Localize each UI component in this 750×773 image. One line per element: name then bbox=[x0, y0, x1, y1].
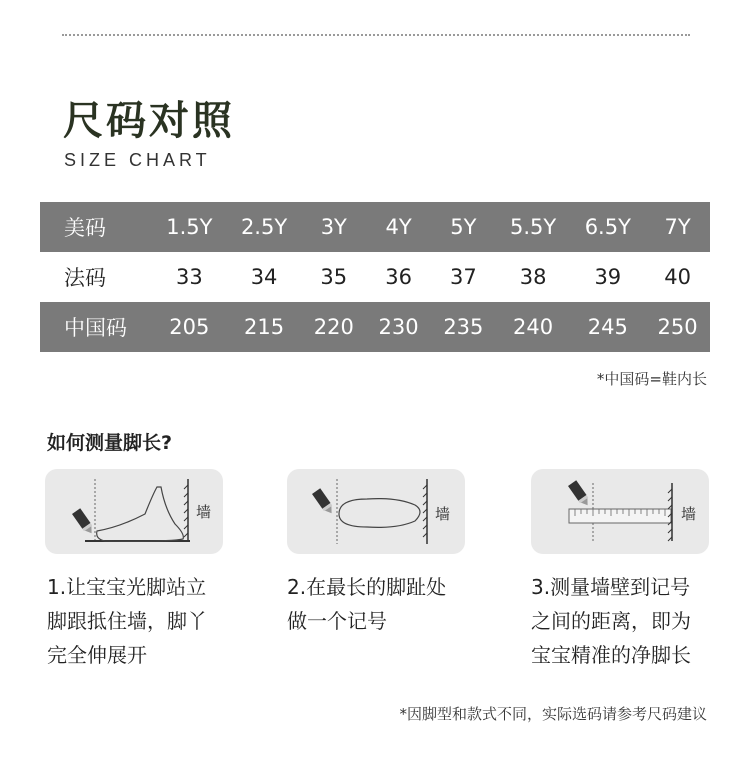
table-row-us bbox=[40, 202, 710, 252]
table-row-cn bbox=[40, 302, 710, 352]
step-line: 2.在最长的脚趾处 bbox=[287, 575, 447, 599]
step-3-text bbox=[531, 570, 731, 672]
table-cell: 220 bbox=[301, 302, 366, 352]
row-header: 中国码 bbox=[40, 302, 152, 352]
illustration-foot-against-wall bbox=[45, 469, 223, 554]
table-cell: 6.5Y bbox=[570, 202, 645, 252]
table-cell: 4Y bbox=[366, 202, 431, 252]
table-cell: 34 bbox=[227, 252, 302, 302]
table-cell: 1.5Y bbox=[152, 202, 227, 252]
pencil-icon bbox=[312, 488, 336, 516]
illustration-mark-toe bbox=[287, 469, 465, 554]
table-cell: 215 bbox=[227, 302, 302, 352]
table-cell: 250 bbox=[645, 302, 710, 352]
illustration-measure-ruler bbox=[531, 469, 709, 554]
wall-label: 墙 bbox=[196, 503, 212, 521]
howto-title: 如何测量脚长? bbox=[47, 432, 173, 454]
wall-label: 墙 bbox=[681, 505, 697, 523]
table-cell: 2.5Y bbox=[227, 202, 302, 252]
table-cell: 7Y bbox=[645, 202, 710, 252]
step-line: 3.测量墙壁到记号 bbox=[531, 575, 691, 599]
table-cell: 245 bbox=[570, 302, 645, 352]
table-cell: 240 bbox=[496, 302, 571, 352]
measure-ruler-illustration bbox=[531, 469, 709, 554]
table-cell: 5.5Y bbox=[496, 202, 571, 252]
step-line: 完全伸展开 bbox=[47, 643, 147, 667]
table-cell: 39 bbox=[570, 252, 645, 302]
table-cell: 37 bbox=[431, 252, 496, 302]
table-cell: 36 bbox=[366, 252, 431, 302]
table-cell: 205 bbox=[152, 302, 227, 352]
step-line: 脚跟抵住墙，脚丫 bbox=[47, 609, 207, 633]
table-cell: 5Y bbox=[431, 202, 496, 252]
step-line: 做一个记号 bbox=[287, 609, 387, 633]
page-title: 尺码对照 bbox=[63, 98, 235, 144]
footer-note: *因脚型和款式不同，实际选码请参考尺码建议 bbox=[399, 705, 707, 723]
step-line: 之间的距离，即为 bbox=[531, 609, 691, 633]
table-cell: 33 bbox=[152, 252, 227, 302]
step-line: 1.让宝宝光脚站立 bbox=[47, 575, 207, 599]
step-2-text bbox=[287, 570, 487, 638]
wall-label: 墙 bbox=[435, 505, 451, 523]
mark-toe-illustration bbox=[287, 469, 465, 554]
step-1-text bbox=[47, 570, 247, 672]
row-header: 法码 bbox=[40, 252, 152, 302]
size-chart-table bbox=[40, 202, 710, 352]
step-line: 宝宝精准的净脚长 bbox=[531, 643, 691, 667]
ruler-icon bbox=[569, 509, 671, 523]
pencil-icon bbox=[568, 480, 592, 508]
table-cell: 35 bbox=[301, 252, 366, 302]
size-note: *中国码=鞋内长 bbox=[596, 370, 707, 388]
table-cell: 38 bbox=[496, 252, 571, 302]
table-cell: 235 bbox=[431, 302, 496, 352]
table-row-eu bbox=[40, 252, 710, 302]
table-cell: 3Y bbox=[301, 202, 366, 252]
pencil-icon bbox=[72, 508, 96, 536]
row-header: 美码 bbox=[40, 202, 152, 252]
dotted-divider bbox=[62, 34, 690, 36]
table-cell: 230 bbox=[366, 302, 431, 352]
table-cell: 40 bbox=[645, 252, 710, 302]
page-subtitle: SIZE CHART bbox=[64, 150, 211, 170]
foot-wall-illustration bbox=[45, 469, 223, 554]
